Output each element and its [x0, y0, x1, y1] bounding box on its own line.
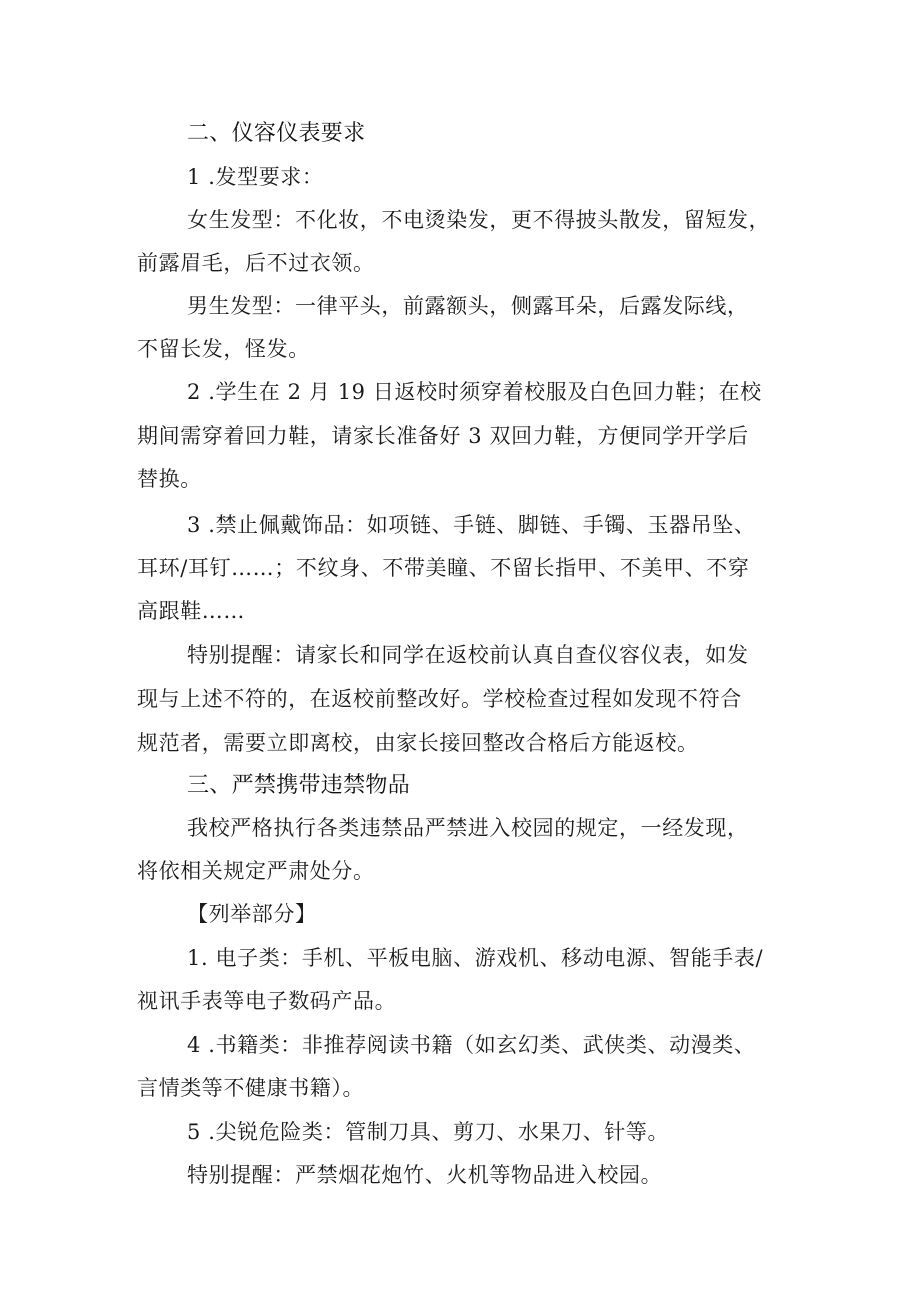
sharp-objects-line: 5 .尖锐危险类：管制刀具、剪刀、水果刀、针等。: [187, 1120, 670, 1144]
jewelry-line-3: 高跟鞋……: [137, 599, 245, 623]
uniform-line-1: 2 .学生在 2 月 19 日返校时须穿着校服及白色回力鞋；在校: [187, 380, 762, 404]
electronics-line-2: 视讯手表等电子数码产品。: [137, 989, 397, 1013]
list-heading: 【列举部分】: [187, 902, 317, 926]
section-3-heading: 三、严禁携带违禁物品: [187, 773, 411, 798]
appearance-reminder-line-3: 规范者，需要立即离校，由家长接回整改合格后方能返校。: [137, 731, 699, 755]
books-line-1: 4 .书籍类：非推荐阅读书籍（如玄幻类、武侠类、动漫类、: [187, 1033, 756, 1057]
books-line-2: 言情类等不健康书籍）。: [137, 1076, 365, 1100]
electronics-line-1: 1. 电子类：手机、平板电脑、游戏机、移动电源、智能手表/: [187, 946, 764, 970]
uniform-line-2: 期间需穿着回力鞋，请家长准备好 3 双回力鞋，方便同学开学后: [137, 424, 749, 448]
section-2-heading: 二、仪容仪表要求: [187, 121, 366, 146]
contraband-intro-line-2: 将依相关规定严肃处分。: [137, 859, 375, 883]
appearance-reminder-line-1: 特别提醒：请家长和同学在返校前认真自查仪容仪表，如发: [187, 643, 749, 667]
girls-hair-line-1: 女生发型：不化妆，不电烫染发，更不得披头散发，留短发，: [187, 208, 771, 232]
boys-hair-line-1: 男生发型：一律平头，前露额头，侧露耳朵，后露发际线，: [187, 294, 749, 318]
contraband-intro-line-1: 我校严格执行各类违禁品严禁进入校园的规定，一经发现，: [187, 816, 749, 840]
uniform-line-3: 替换。: [137, 467, 202, 491]
appearance-reminder-line-2: 现与上述不符的，在返校前整改好。学校检查过程如发现不符合: [137, 687, 742, 711]
girls-hair-line-2: 前露眉毛，后不过衣领。: [137, 251, 375, 275]
jewelry-line-1: 3 .禁止佩戴饰品：如项链、手链、脚链、手镯、玉器吊坠、: [187, 513, 756, 537]
hair-requirements-title: 1 .发型要求：: [187, 165, 324, 189]
fireworks-reminder-line: 特别提醒：严禁烟花炮竹、火机等物品进入校园。: [187, 1163, 663, 1187]
boys-hair-line-2: 不留长发，怪发。: [137, 337, 310, 361]
jewelry-line-2: 耳环/耳钉……；不纹身、不带美瞳、不留长指甲、不美甲、不穿: [137, 556, 750, 580]
